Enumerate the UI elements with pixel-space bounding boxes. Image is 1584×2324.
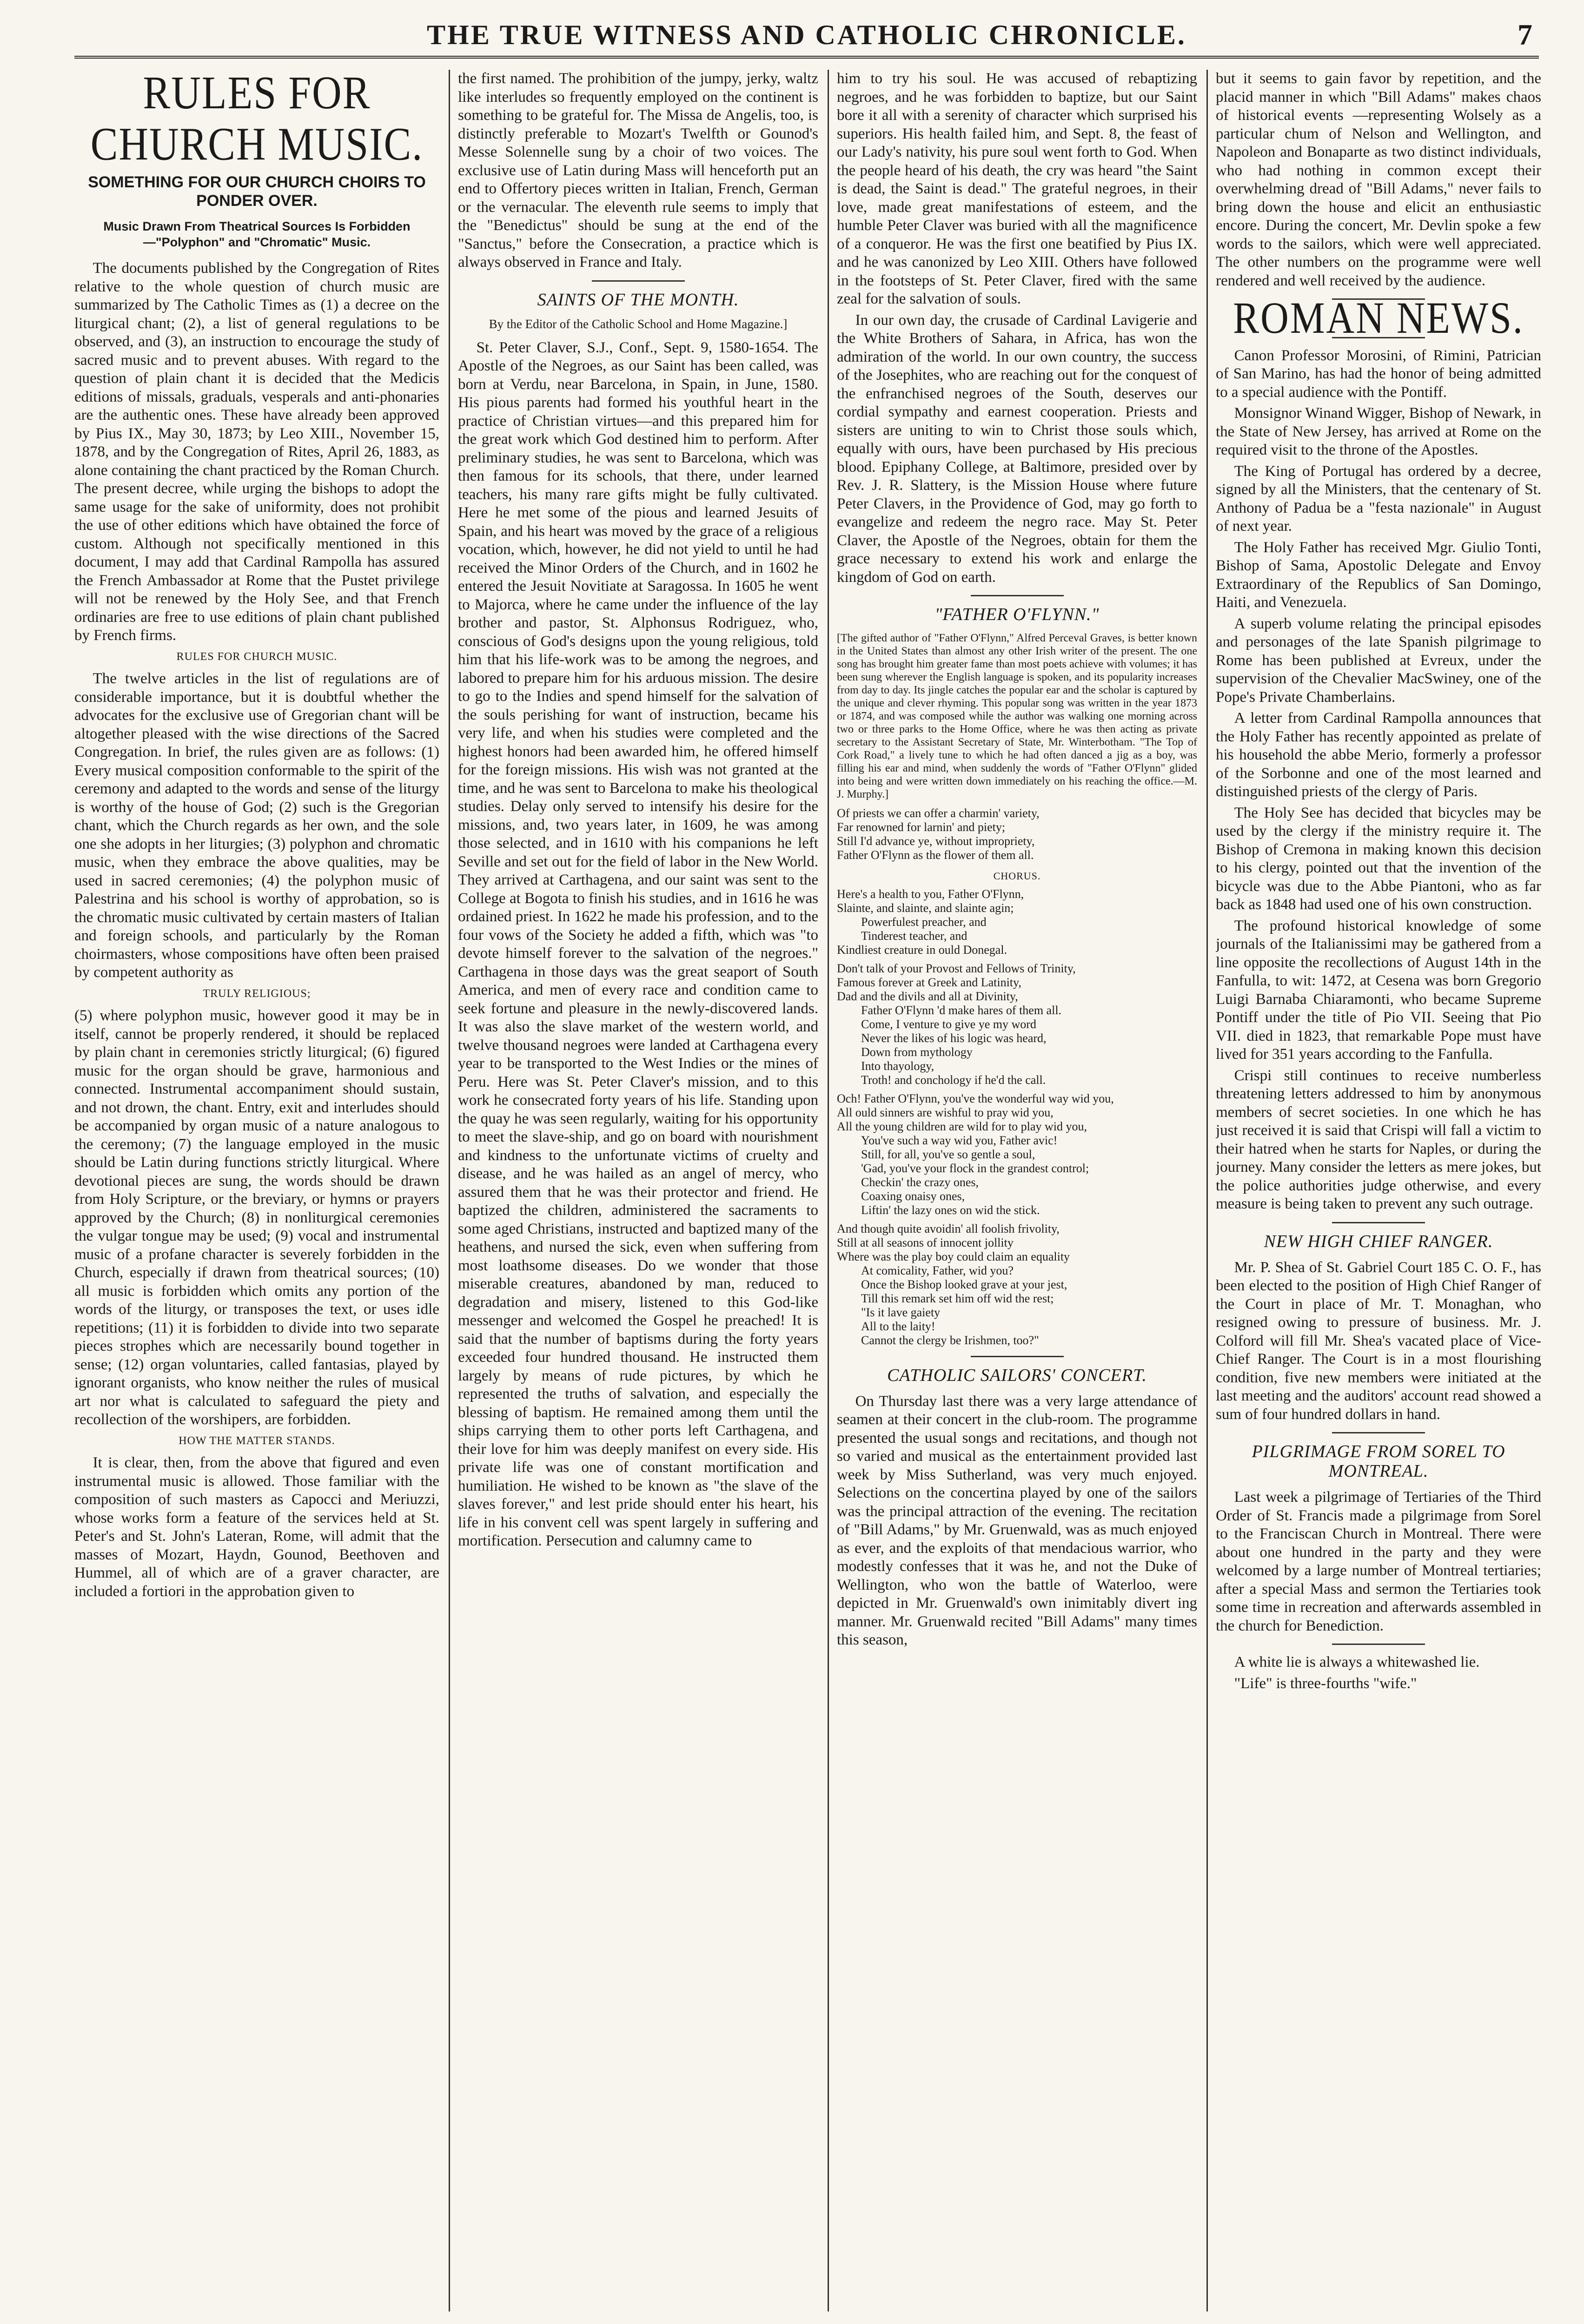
paragraph: Canon Professor Morosini, of Rimini, Patrician of San Marino, has had the honor of being admitted to a special audience with the Pontiff.: [1216, 347, 1541, 401]
paragraph: A superb volume relating the principal episodes and personages of the late Spanish pilgrimage to Rome has been published at Evreux, under the supervision of the Chevalier MacSwiney, one of the Pope's Private Chamberlains.: [1216, 615, 1541, 706]
column-4: [1216, 70, 1541, 2324]
paragraph: Monsignor Winand Wigger, Bishop of Newark, in the State of New Jersey, has arrived at Rome on the required visit to the throne of the Apostles.: [1216, 405, 1541, 458]
poem-verse-4: [837, 1222, 1197, 1347]
poem-line: Father O'Flynn as the flower of them all.: [837, 848, 1034, 862]
section-label: RULES FOR CHURCH MUSIC.: [176, 650, 338, 663]
poem-line: Into thayology,: [861, 1059, 934, 1073]
poem-line: Kindliest creature in ould Donegal.: [837, 943, 1007, 957]
section-label: HOW THE MATTER STANDS.: [179, 1434, 335, 1447]
byline: By the Editor of the Catholic School and Home Magazine.]: [489, 317, 788, 331]
poem-verse-1: [837, 806, 1197, 862]
poem-verse-2: [837, 962, 1197, 1087]
paragraph: It is clear, then, from the above that figured and even instrumental music is allowed. Those familiar with the composition of such masters as Capocci and Meriuzzi, whose works form a feature of the services held at St. Peter's and St. John's Lateran, Rome, will admit that the masses of Mozart, Haydn, Gounod, Beethoven and Hummel, all of which are of a graver character, are included a fortiori in the approbation given to: [74, 1454, 439, 1600]
paragraph: him to try his soul. He was accused of rebaptizing negroes, and he was forbidden to baptize, but our Saint bore it all with a serenity of character which surprised his superiors. His health failed him, and Sept. 8, the feast of our Lady's nativity, his pure soul went forth to God. When the people heard of his death, the cry was heard "the Saint is dead, the Saint is dead." The grateful negroes, in their love, made great manifestations of esteem, and the humble Peter Claver was buried with all the magnificence of a conqueror. He was the first one beatified by Pius IX. and he was canonized by Leo XIII. Others have followed in the footsteps of St. Peter Claver, fired with the same zeal for the salvation of souls.: [837, 70, 1197, 307]
paragraph: The King of Portugal has ordered by a decree, signed by all the Ministers, that the centenary of St. Anthony of Padua be a "festa nazionale" in August of next year.: [1216, 462, 1541, 535]
divider: [1332, 1222, 1425, 1223]
heading-new-high-chief-ranger: NEW HIGH CHIEF RANGER.: [1264, 1231, 1493, 1251]
heading-saints-of-the-month: SAINTS OF THE MONTH.: [537, 290, 739, 310]
paragraph: The Holy Father has received Mgr. Giulio Tonti, Bishop of Sama, Apostolic Delegate and Envoy Extraordinary of the Republics of San Domingo, Haiti, and Venezuela.: [1216, 539, 1541, 611]
poem-line: Tinderest teacher, and: [861, 929, 968, 943]
poem-line: You've such a way wid you, Father avic!: [861, 1133, 1058, 1147]
poem-line: Still I'd advance ye, without impropriety,: [837, 834, 1035, 848]
paragraph: Last week a pilgrimage of Tertiaries of the Third Order of St. Francis made a pilgrimage from Sorel to the Franciscan Church in Montreal. There were about one hundred in the party and they were welcomed by a large number of Montreal tertiaries; after a special Mass and sermon the Tertiaries took some time in recreation and afterwards assembled in the church for Benediction.: [1216, 1489, 1541, 1634]
column-1: [74, 70, 439, 2324]
paragraph: In our own day, the crusade of Cardinal Lavigerie and the White Brothers of Sahara, in Africa, has won the admiration of the world. In our own country, the success of the Josephites, who are reaching out for the conquest of the enfranchised negroes of the South, deserves our cordial sympathy and earnest cooperation. Priests and sisters are uniting to win to Christ those souls which, equally with ours, have been purchased by His precious blood. Epiphany College, at Baltimore, presided over by Rev. J. R. Slattery, is the Mission House where future Peter Clavers, in the Providence of God, may go forth to evangelize and redeem the negro race. May St. Peter Claver, the Apostle of the Negroes, obtain for them the grace necessary to extend his work and enlarge the kingdom of God on earth.: [837, 311, 1197, 586]
newspaper-title: THE TRUE WITNESS AND CATHOLIC CHRONICLE.: [427, 20, 1186, 50]
paragraph: but it seems to gain favor by repetition, and the placid manner in which "Bill Adams" makes chaos of historical events —representing Wolsely as a particular chum of Nelson and Wellington, and Napoleon and Bonaparte as two distinct individuals, who had nothing in common except their overwhelming dread of "Bill Adams," never fails to bring down the house and elicit an enthusiastic encore. During the concert, Mr. Devlin spoke a few words to the sailors, which were well appreciated. The other numbers on the programme were well rendered and well received by the audience.: [1216, 70, 1541, 289]
poem-line: Where was the play boy could claim an equality: [837, 1249, 1070, 1263]
column-rule: [1206, 70, 1208, 2311]
poem-line: Till this remark set him off wid the rest;: [861, 1291, 1054, 1305]
poem-line: Father O'Flynn 'd make hares of them all.: [861, 1003, 1062, 1017]
poem-line: At comicality, Father, wid you?: [861, 1263, 1014, 1277]
paragraph: Mr. P. Shea of St. Gabriel Court 185 C. O. F., has been elected to the position of High Chief Ranger of the Court in place of Mr. T. Monaghan, who resigned owing to pressure of business. Mr. J. Colford will fill Mr. Shea's vacated place of Vice-Chief Ranger. The Court is in a most flourishing condition, five new members were initiated at the last meeting and the auditors' account read showed a sum of four hundred dollars in hand.: [1216, 1259, 1541, 1423]
paragraph: The profound historical knowledge of some journals of the Italianissimi may be gathered from a line opposite the recollections of August 14th in the Fanfulla, to wit: 1472, at Cesena was born Gregorio Luigi Barnaba Chiaramonti, who became Supreme Pontiff under the title of Pio VII. Seeing that Pio VII. died in 1823, that remarkable Pope must have lived for 351 years according to the Fanfulla.: [1216, 917, 1541, 1063]
heading-catholic-sailors-concert: CATHOLIC SAILORS' CONCERT.: [887, 1365, 1147, 1385]
heading-father-oflynn: "FATHER O'FLYNN.": [934, 605, 1100, 624]
page-number: 7: [1518, 18, 1534, 51]
poem-line: Here's a health to you, Father O'Flynn,: [837, 887, 1024, 901]
poem-line: Coaxing onaisy ones,: [861, 1189, 965, 1203]
headline-rules-church-music: RULES FOR CHURCH MUSIC.: [90, 70, 424, 171]
poem-line: Far renowned for larnin' and piety;: [837, 820, 1006, 834]
divider: [592, 280, 685, 282]
paragraph: The Holy See has decided that bicycles may be used by the clergy if the ministry require it. The Bishop of Cremona in making known this decision to his clergy, pointed out that the invention of the bicycle was due to the Abbe Piantoni, who as far back as 1848 had used one of his own construction.: [1216, 804, 1541, 913]
chorus-label: CHORUS.: [993, 870, 1041, 882]
poem-line: And though quite avoidin' all foolish frivolity,: [837, 1221, 1060, 1235]
divider: [971, 595, 1064, 596]
poem-line: Cannot the clergy be Irishmen, too?": [861, 1333, 1039, 1347]
poem-line: Down from mythology: [861, 1045, 973, 1059]
subhead: SOMETHING FOR OUR CHURCH CHOIRS TO PONDER OVER.: [88, 173, 426, 210]
paragraph: (5) where polyphon music, however good it may be in itself, cannot be properly rendered, it should be replaced by plain chant in ceremonies strictly liturgical; (6) figured music for the organ should be grave, harmonious and connected. Instrumental accompaniment should sustain, and not drown, the chant. Entry, exit and interludes should be accompanied by organ music of a nature analogous to the ceremony; (7) the language employed in the music should be Latin during functions strictly liturgical. Where devotional pieces are sung, the words should be drawn from Holy Scripture, or the breviary, or hymns or prayers approved by the Church; (8) in nonliturgical ceremonies the vulgar tongue may be used; (9) vocal and instrumental music of a profane character is severely forbidden in the Church, especially if drawn from theatrical sources; (10) all music is forbidden which omits any portion of the words of the liturgy, or transposes the text, or uses idle repetitions; (11) it is forbidden to divide into two separate pieces strophes which are necessarily bound together in sense; (12) organ voluntaries, called fantasias, played by ignorant organists, who know neither the rules of musical art nor what is calculated to safeguard the piety and recollection of the worshipers, are forbidden.: [74, 1007, 439, 1428]
poem-line: All ould sinners are wishful to pray wid you,: [837, 1105, 1054, 1119]
paragraph: St. Peter Claver, S.J., Conf., Sept. 9, 1580-1654. The Apostle of the Negroes, as our Saint has been called, was born at Verdu, near Barcelona, in Spain, in June, 1580. His pious parents had formed his youthful heart in the practice of Christian virtues—and this prepared him for the great work which God destined him to perform. After preliminary studies, he was sent to Barcelona, which was then famous for its schools, that there, under learned teachers, his many rare gifts might be fully cultivated. Here he met some of the pious and learned Jesuits of Spain, and his heart was moved by the grace of a religious vocation, which, however, he did not yield to until he had received the Minor Orders of the Church, and in 1602 he entered the Jesuit Novitiate at Saragossa. In 1605 he went to Majorca, where he came under the influence of the lay brother and pastor, St. Alphonsus Rodriguez, who, conscious of God's designs upon the young religious, told him that his life-work was to be among the negroes, and labored to prepare him for his arduous mission. The desire to go to the Indies and spend himself for the salvation of the souls perishing for want of instruction, became his very life, and when his studies were completed and the highest honors had been awarded him, he offered himself for the foreign missions. His wish was not granted at the time, and he was sent to Barcelona to make his theological studies. Delay only served to intensify his desire for the missions, and, two years later, in 1609, he was among those selected, and in 1610 with his companions he left Seville and set out for the field of labor in the New World. They arrived at Carthagena, and our saint was sent to the College at Bogota to finish his studies, and in 1616 he was ordained priest. In 1622 he made his profession, and to the four vows of the Society he added a fifth, which was "to devote himself forever to the salvation of the negroes." Carthagena in those days was the great seaport of South America, and men of every race and condition came to seek fortune and pleasure in the newly-discovered lands. It was also the slave market of the western world, and twelve thousand negroes were landed at Carthagena every year to be transported to the West Indies or the mines of Peru. Here was St. Peter Claver's mission, and to this work he consecrated forty years of his life. Standing upon the quay he was seen regularly, waiting for his opportunity to meet the slave-ship, and go on board with nourishment and kindness to the unfortunate victims of cruelty and disease, and he was hailed as an angel of mercy, who assured them that he was their protector and friend. He baptized the children, administered the sacraments to some aged Christians, instructed and baptized many of the heathens, and nursed the sick, even when suffering from most loathsome diseases. Do we wonder that those miserable creatures, abandoned by man, reduced to degradation and misery, listened to this God-like messenger and welcomed the Gospel he preached! It is said that the number of baptisms during the forty years exceeded four hundred thousand. He instructed them largely by means of rude pictures, by which he represented the truths of salvation, and especially the blessing of baptism. He remained among them until the ships carrying them to other ports left Carthagena, and their love for him was deeply manifest on every side. His private life was one of constant mortification and humiliation. He wished to be known as "the slave of the slaves forever," and lest pride should enter his heart, his life in his convent cell was spent largely in suffering and mortification. Persecution and calumny came to: [458, 339, 818, 1549]
poem-chorus: [837, 887, 1197, 957]
poem-line: Dad and the divils and all at Divinity,: [837, 989, 1018, 1003]
sub-subhead: Music Drawn From Theatrical Sources Is Forbidden—"Polyphon" and "Chromatic" Music.: [103, 219, 411, 249]
divider: [1332, 1644, 1425, 1645]
poem-line: Once the Bishop looked grave at your jest,: [861, 1277, 1067, 1291]
poem-line: Of priests we can offer a charmin' variety,: [837, 806, 1040, 820]
heading-pilgrimage-sorel-montreal: PILGRIMAGE FROM SOREL TO MONTREAL.: [1252, 1442, 1505, 1481]
poem-line: Liftin' the lazy ones on wid the stick.: [861, 1203, 1040, 1217]
paragraph: The twelve articles in the list of regulations are of considerable importance, but it is doubtful whether the advocates for the exclusive use of Gregorian chant will be altogether pleased with the wise directions of the Sacred Congregation. In brief, the rules given are as follows: (1) Every musical composition conformable to the spirit of the ceremony and adapted to the words and sense of the liturgy is worthy of the house of God; (2) such is the Gregorian chant, which the Church regards as her own, and the sole one she adopts in her liturgies; (3) polyphon and chromatic music, when they embrace the above qualities, may be used in sacred ceremonies; (4) the polyphon music of Palestrina and his school is worthy of approbation, so is the chromatic music cultivated by certain masters of Italian and foreign schools, and particularly by the Roman choirmasters, whose compositions have often been praised by competent authority as: [74, 670, 439, 981]
paragraph: "Life" is three-fourths "wife.": [1234, 1675, 1417, 1692]
column-rule: [828, 70, 829, 2311]
divider: [1332, 1432, 1425, 1433]
poem-line: Och! Father O'Flynn, you've the wonderful way wid you,: [837, 1091, 1114, 1105]
paragraph: A letter from Cardinal Rampolla announces that the Holy Father has recently appointed as prelate of his household the abbe Merio, formerly a professor of the Sorbonne and one of the most learned and distinguished priests of the clergy of Paris.: [1216, 710, 1541, 800]
poem-line: Famous forever at Greek and Latinity,: [837, 975, 1021, 989]
poem-verse-3: [837, 1092, 1197, 1217]
poem-line: Still, for all, you've so gentle a soul,: [861, 1147, 1035, 1161]
heading-roman-news: ROMAN NEWS.: [1233, 293, 1524, 343]
paragraph: On Thursday last there was a very large attendance of seamen at their concert in the club-room. The programme presented the usual songs and recitations, and though not so varied and musical as the entertainment provided last week by Miss Sutherland, was very much enjoyed. Selections on the concertina played by one of the sailors was the principal attraction of the evening. The recitation of "Bill Adams," by Mr. Gruenwald, was as much enjoyed as ever, and the exploits of that mendacious warrior, who modestly confesses that it was he, and not the Duke of Wellington, who won the battle of Waterloo, were depicted in Mr. Gruenwald's own inimitably divert ing manner. Mr. Gruenwald recited "Bill Adams" many times this season,: [837, 1393, 1197, 1648]
poem-line: Powerfulest preacher, and: [861, 915, 987, 929]
poem-line: "Is it lave gaiety: [861, 1305, 941, 1319]
poem-line: All the young children are wild for to play wid you,: [837, 1119, 1087, 1133]
poem-line: Troth! and conchology if he'd the call.: [861, 1073, 1046, 1087]
section-label: TRULY RELIGIOUS;: [203, 987, 311, 1000]
column-3: [837, 70, 1197, 2324]
paragraph: the first named. The prohibition of the jumpy, jerky, waltz like interludes so frequently employed on the continent is something to be grateful for. The Missa de Angelis, too, is distinctly preferable to Mozart's Twelfth or Gounod's Messe Solennelle sung by a choir of two voices. The exclusive use of Latin during Mass will henceforth put an end to Offertory pieces written in Italian, French, German or the vernacular. The eleventh rule seems to imply that the "Benedictus" should be sung at the end of the "Sanctus," before the Consecration, a practice which is always observed in France and Italy.: [458, 70, 818, 271]
paragraph: Crispi still continues to receive numberless threatening letters addressed to him by anonymous members of secret societies. In one which he has just received it is said that Crispi will fall a victim to their hatred when he starts for Naples, or during the journey. Many consider the letters as mere jokes, but the police authorities judge otherwise, and every measure is being taken to prevent any such outrage.: [1216, 1067, 1541, 1212]
poem-line: Never the likes of his logic was heard,: [861, 1031, 1047, 1045]
poem-line: All to the laity!: [861, 1319, 935, 1333]
poem-line: Still at all seasons of innocent jollity: [837, 1235, 1014, 1249]
poem-introduction: [The gifted author of "Father O'Flynn," Alfred Perceval Graves, is better known in the United States than almost any other Irish writer of the present. The one song has brought him greater fame than most poets achieve with volumes; it has been sung wherever the English language is spoken, and its popularity increases from day to day. Its jingle catches the popular ear and the scholar is captured by the unique and clever rhyming. This popular song was written in the year 1873 or 1874, and was composed while the author was walking one morning across two or three parks to the Home Office, where he was then acting as private secretary to the Assistant Secretary of State, Mr. Winterbotham. "The Top of Cork Road," a lively tune to which he had often danced a jig as a boy, was filling his ear and mind, when suddenly the words of "Father O'Flynn" glided into being and were written down immediately on his reaching the office.—M. J. Murphy.]: [837, 632, 1197, 800]
poem-line: Come, I venture to give ye my word: [861, 1017, 1036, 1031]
paragraph: A white lie is always a whitewashed lie.: [1234, 1654, 1480, 1670]
masthead: [74, 14, 1539, 59]
paragraph: The documents published by the Congregation of Rites relative to the whole question of church music are summarized by The Catholic Times as (1) a decree on the liturgical chant; (2), a list of general regulations to be observed, and (3), an instruction to encourage the study of sacred music and to prevent abuses. With regard to the question of plain chant it is decided that the Medicis editions of missals, graduals, vesperals and anti-phonaries are the authentic ones. These have already been approved by Pius IX., May 30, 1873; by Leo XIII., November 15, 1878, and by the Congregation of Rites, April 26, 1883, as alone containing the chant practiced by the Roman Church. The present decree, while urging the bishops to adopt the same usage for the sake of uniformity, does not prohibit the use of other editions which have obtained the force of custom. Although not specifically mentioned in this document, I may add that Cardinal Rampolla has assured the French Ambassador at Rome that the Pustet privilege will not be renewed by the Holy See, and that French ordinaries are free to use editions of plain chant published by French firms.: [74, 260, 439, 644]
divider: [971, 1356, 1064, 1357]
poem-line: Checkin' the crazy ones,: [861, 1175, 979, 1189]
poem-line: Don't talk of your Provost and Fellows of Trinity,: [837, 961, 1076, 975]
poem-line: Slainte, and slainte, and slainte agin;: [837, 901, 1014, 915]
column-rule: [449, 70, 450, 2311]
poem-line: 'Gad, you've your flock in the grandest control;: [861, 1161, 1089, 1175]
column-2: [458, 70, 818, 2324]
